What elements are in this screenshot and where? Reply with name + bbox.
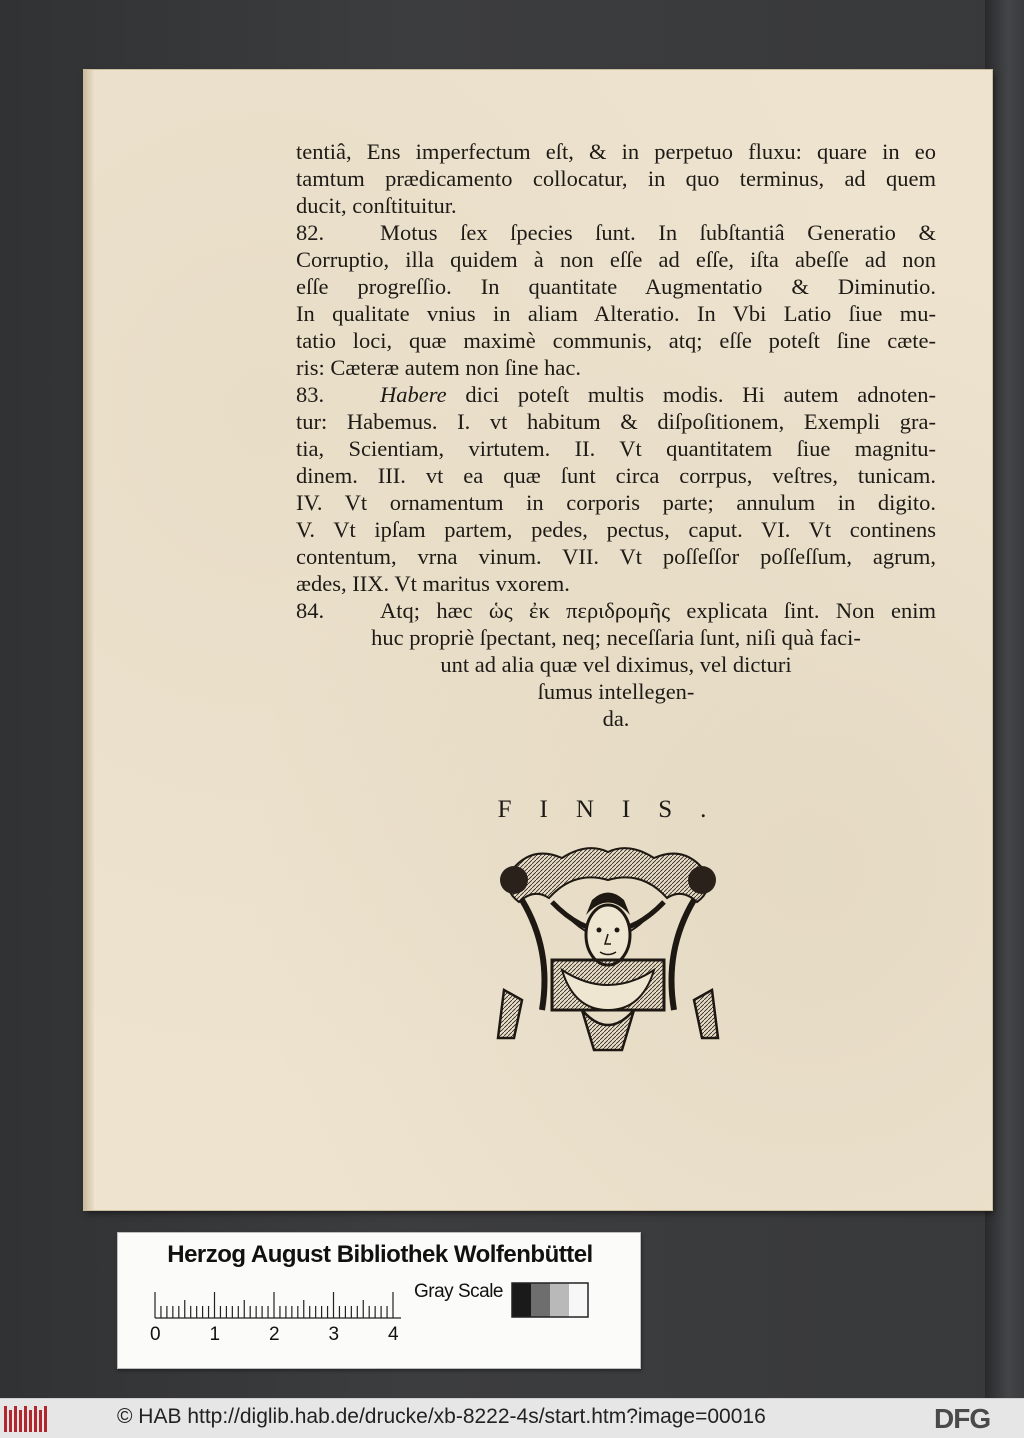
line-text: eſſe progreſſio. In quantitate Augmentatio & Diminutio. xyxy=(296,274,936,299)
line-text: tur: Habemus. I. vt habitum & diſpoſitionem, Exempli gra- xyxy=(296,409,936,434)
text-line xyxy=(296,165,936,192)
ruler-number: 2 xyxy=(269,1324,280,1345)
gray-patch xyxy=(569,1283,588,1317)
text-line xyxy=(296,219,936,246)
dfg-logo: DFG xyxy=(934,1403,991,1434)
line-text: dinem. III. vt ea quæ ſunt circa corrpus, veſtres, tunicam. xyxy=(296,463,936,488)
copyright-link[interactable]: © HAB http://diglib.hab.de/drucke/xb-8222-4s/start.htm?image=00016 xyxy=(117,1405,766,1428)
line-text: tamtum prædicamento collocatur, in quo terminus, ad quem xyxy=(296,166,936,191)
footer-bar xyxy=(0,1398,1024,1438)
text-line xyxy=(296,300,936,327)
paragraph-number: 82. xyxy=(296,220,325,245)
page-text xyxy=(296,138,936,732)
line-text: In qualitate vnius in aliam Alteratio. In Vbi Latio ſiue mu- xyxy=(296,301,936,326)
paragraph-number: 83. xyxy=(296,382,325,407)
line-text: tentiâ, Ens imperfectum eſt, & in perpetuo fluxu: quare in eo xyxy=(296,139,936,164)
gray-patch xyxy=(550,1283,569,1317)
text-line xyxy=(296,624,936,651)
gray-scale-label: Gray Scale xyxy=(414,1281,503,1302)
text-line xyxy=(296,246,936,273)
text-line xyxy=(296,651,936,678)
text-line xyxy=(296,705,936,732)
text-line xyxy=(296,516,936,543)
line-text: dici poteſt multis modis. Hi autem adnoten- xyxy=(446,382,936,407)
line-text: contentum, vrna vinum. VII. Vt poſſeſſor poſſeſſum, agrum, xyxy=(296,544,936,569)
line-text: tatio loci, quæ maximè communis, atq; eſſe poteſt ſine cæte- xyxy=(296,328,936,353)
finis-heading: FINIS. xyxy=(497,796,735,823)
ruler-number: 4 xyxy=(388,1324,399,1345)
line-text: Corruptio, illa quidem à non eſſe ad eſſe, iſta abeſſe ad non xyxy=(296,247,936,272)
text-line xyxy=(296,327,936,354)
text-line xyxy=(296,381,936,408)
text-line xyxy=(296,489,936,516)
line-text: ris: Cæteræ autem non ſine hac. xyxy=(296,355,581,380)
text-line xyxy=(296,273,936,300)
line-text: Atq; hæc ὡς ἐκ περιδρομῆς explicata ſint. Non enim xyxy=(380,598,936,623)
line-text: ſumus intellegen- xyxy=(537,679,695,704)
page-gutter xyxy=(84,70,94,1210)
gray-patch xyxy=(512,1283,531,1317)
text-line xyxy=(296,138,936,165)
line-text: huc propriè ſpectant, neq; neceſſaria ſunt, niſi quà faci- xyxy=(371,625,861,650)
line-text: tia, Scientiam, virtutem. II. Vt quantitatem ſiue magnitu- xyxy=(296,436,936,461)
text-line xyxy=(296,462,936,489)
line-text: da. xyxy=(602,706,630,731)
text-line xyxy=(296,354,936,381)
text-line xyxy=(296,192,936,219)
line-text: ædes, IIX. Vt maritus vxorem. xyxy=(296,571,570,596)
italic-term: Habere xyxy=(380,382,447,407)
ruler-number: 3 xyxy=(328,1324,340,1345)
line-text: Motus ſex ſpecies ſunt. In ſubſtantiâ Generatio & xyxy=(380,220,936,245)
ruler-number: 1 xyxy=(209,1324,221,1345)
text-line xyxy=(296,570,936,597)
ruler-number: 0 xyxy=(150,1324,161,1345)
line-text: IV. Vt ornamentum in corporis parte; annulum in digito. xyxy=(296,490,936,515)
gray-patch xyxy=(531,1283,550,1317)
line-text: ducit, conſtituitur. xyxy=(296,193,457,218)
line-text: V. Vt ipſam partem, pedes, pectus, caput. VI. Vt continens xyxy=(296,517,936,542)
library-name: Herzog August Bibliothek Wolfenbüttel xyxy=(167,1241,593,1268)
text-line xyxy=(296,408,936,435)
paragraph-number: 84. xyxy=(296,598,325,623)
color-chart-label xyxy=(117,1232,641,1369)
line-text: unt ad alia quæ vel diximus, vel dicturi xyxy=(440,652,792,677)
text-line xyxy=(296,678,936,705)
scale-ruler xyxy=(118,1233,640,1368)
hab-logo-icon xyxy=(4,1404,48,1434)
woodcut-ornament xyxy=(492,840,724,1056)
text-line xyxy=(296,597,936,624)
text-line xyxy=(296,543,936,570)
text-line xyxy=(296,435,936,462)
